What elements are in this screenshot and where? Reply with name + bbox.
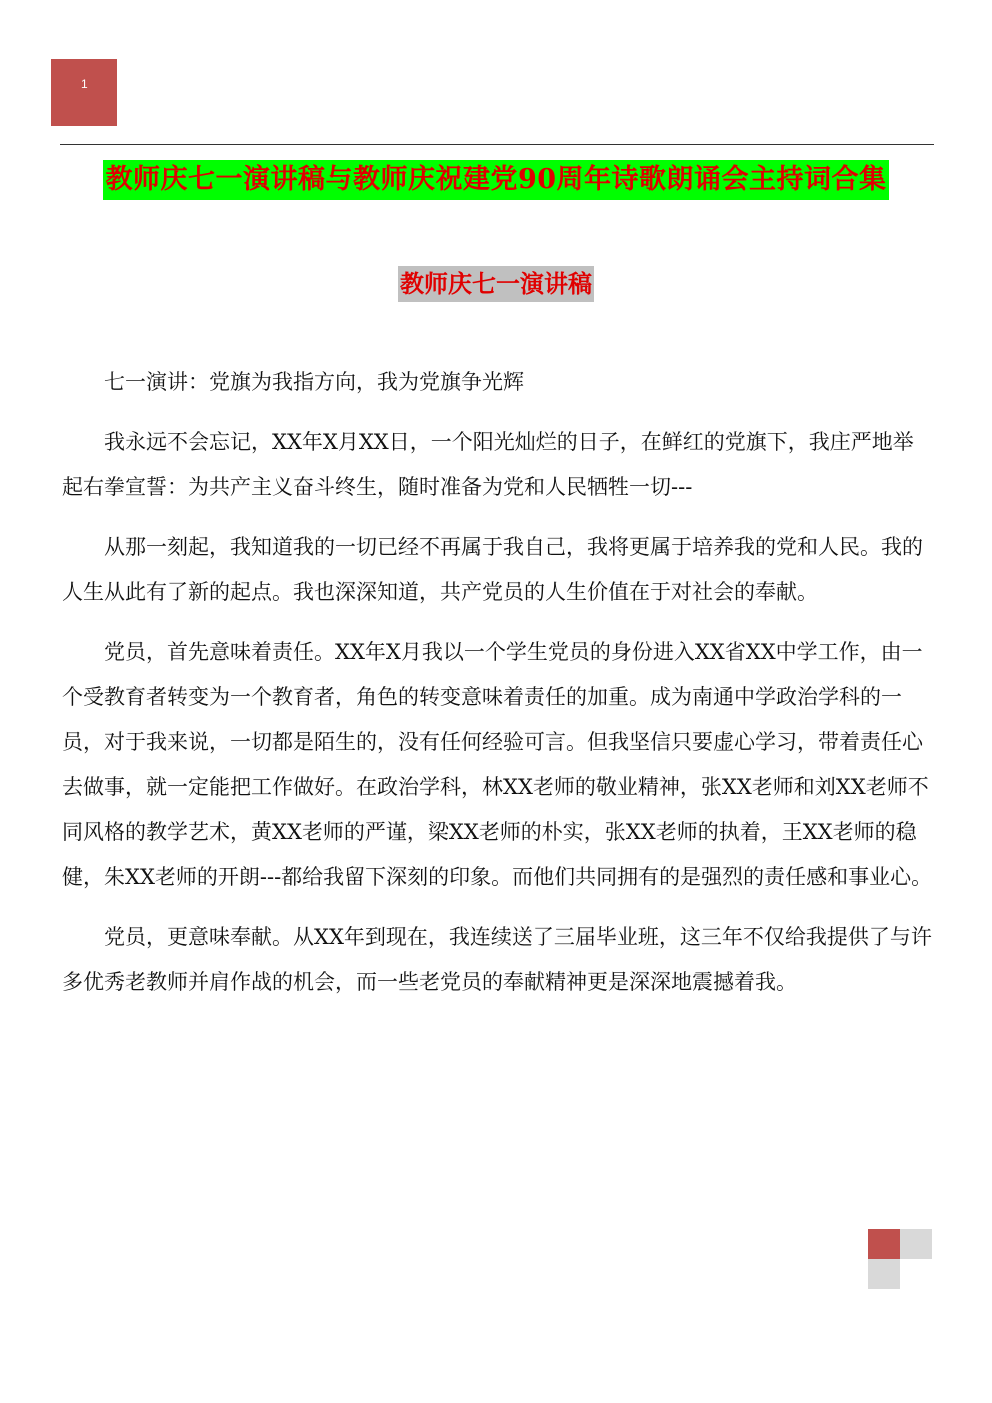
page-number-box — [51, 59, 117, 126]
corner-deco-gray-square — [900, 1229, 932, 1259]
header-divider — [60, 144, 934, 145]
section-title: 教师庆七一演讲稿 — [398, 266, 594, 302]
sub-title-container — [0, 266, 992, 302]
speech-heading: 七一演讲：党旗为我指方向，我为党旗争光辉 — [104, 370, 524, 394]
corner-deco-red-square — [868, 1229, 900, 1259]
body-paragraph: 党员，首先意味着责任。XX年X月我以一个学生党员的身份进入XX省XX中学工作，由一个受教育者转变为一个教育者，角色的转变意味着责任的加重。成为南通中学政治学科的一员，对于我来说，一切都是陌生的，没有任何经验可言。但我坚信只要虚心学习，带着责任心去做事，就一定能把工作做好。在政治学科，林XX老师的敬业精神，张XX老师和刘XX老师不同风格的教学艺术，黄XX老师的严谨，梁XX老师的朴实，张XX老师的执着，王XX老师的稳健，朱XX老师的开朗---都给我留下深刻的印象。而他们共同拥有的是强烈的责任感和事业心。 — [62, 640, 933, 889]
document-body — [62, 360, 934, 1020]
page-number: 1 — [81, 77, 88, 91]
main-title: 教师庆七一演讲稿与教师庆祝建党90周年诗歌朗诵会主持词合集 — [103, 160, 888, 200]
corner-deco-gray-square — [868, 1259, 900, 1289]
body-paragraph: 我永远不会忘记，XX年X月XX日，一个阳光灿烂的日子，在鲜红的党旗下，我庄严地举起右拳宣誓：为共产主义奋斗终生，随时准备为党和人民牺牲一切--- — [62, 430, 914, 499]
body-paragraph: 从那一刻起，我知道我的一切已经不再属于我自己，我将更属于培养我的党和人民。我的人生从此有了新的起点。我也深深知道，共产党员的人生价值在于对社会的奉献。 — [62, 535, 923, 604]
main-title-container — [0, 160, 992, 200]
body-paragraph: 党员，更意味奉献。从XX年到现在，我连续送了三届毕业班，这三年不仅给我提供了与许多优秀老教师并肩作战的机会，而一些老党员的奉献精神更是深深地震撼着我。 — [62, 925, 932, 994]
